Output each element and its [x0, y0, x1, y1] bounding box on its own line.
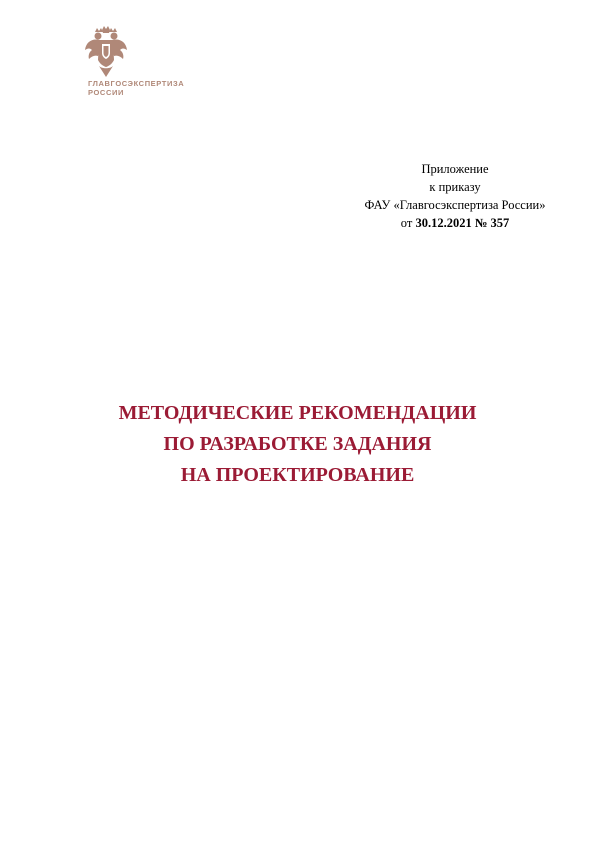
appendix-date-prefix: от [400, 216, 416, 230]
logo-text-line2: РОССИИ [88, 88, 124, 97]
title-line3: НА ПРОЕКТИРОВАНИЕ [180, 464, 415, 486]
appendix-number: № 357 [474, 216, 510, 230]
appendix-date-line [340, 214, 570, 232]
appendix-organization: ФАУ «Главгосэкспертиза России» [364, 198, 546, 212]
logo-text-line1: ГЛАВГОСЭКСПЕРТИЗА [88, 79, 185, 88]
double-headed-eagle-icon [84, 26, 128, 78]
title-line2: ПО РАЗРАБОТКЕ ЗАДАНИЯ [163, 433, 432, 455]
appendix-order-ref: к приказу [429, 180, 481, 194]
title-line1: МЕТОДИЧЕСКИЕ РЕКОМЕНДАЦИИ [118, 402, 477, 424]
organization-logo [84, 26, 194, 102]
appendix-block [340, 160, 570, 232]
appendix-label: Приложение [421, 162, 489, 176]
appendix-date: 30.12.2021 [415, 216, 472, 230]
document-title [0, 398, 595, 491]
